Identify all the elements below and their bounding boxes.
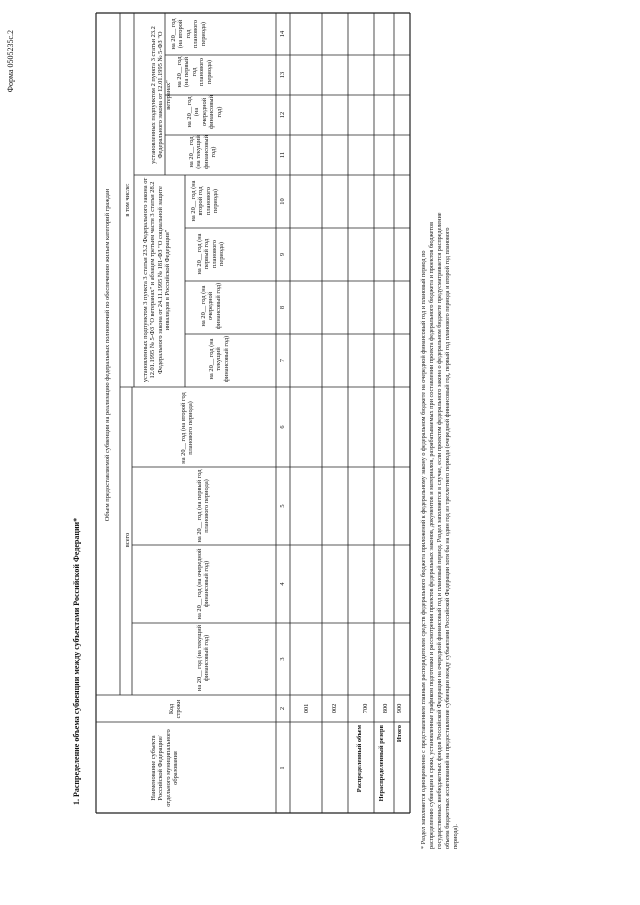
col-num-4: 4 [279, 582, 286, 586]
header-incl: в том числе: [124, 183, 131, 217]
row-code: 700 [362, 703, 369, 714]
row-label: Итого [396, 725, 403, 743]
header-name-col: Наименование субъекта Российской Федерации/ отдельного муниципального образования [150, 729, 180, 807]
header-g1-p1: на 20__ год (на первый год планового периода) [196, 233, 226, 275]
header-g1-cur: на 20__ год (на текущий финансовый год) [208, 335, 230, 383]
row-code: 800 [382, 703, 389, 714]
col-num-10: 10 [279, 198, 286, 205]
row-code: 002 [331, 703, 338, 714]
row-code: 900 [396, 703, 403, 714]
header-tot-p1: на 20__ год (на первый год планового периода) [196, 469, 211, 543]
header-tot-cur: на 20__ год (на текущий финансовый год) [196, 624, 211, 692]
col-num-12: 12 [279, 111, 286, 119]
col-num-1: 1 [279, 766, 286, 770]
header-g1-next: на 20__ год (на очередной финансовый год) [200, 282, 222, 330]
form-code: Форма 0505235с.2 [6, 30, 15, 93]
header-group2: установленных подпунктом 2 пункта 3 статьи 23.2 Федерального закона от 12.01.1995 № 5-ФЗ "О ветеранах" [150, 26, 172, 164]
header-g2-next: на 20__ год (на очередной финансовый год) [186, 95, 223, 130]
col-num-11: 11 [279, 151, 286, 159]
col-num-8: 8 [279, 305, 286, 310]
footnote-line: * Раздел заполняется одновременно с представлением главным распорядителем средств федерального бюджета приложений к федеральному закону о федеральном бюджете на очередной финансовый год и плановый период по [420, 250, 427, 849]
col-num-7: 7 [279, 358, 286, 363]
footnote-line: государственных внебюджетных фондов Российской Федерации на очередной финансовый год и плановый период. Раздел заполняется в случае, если проектом федерального закона о федеральном бюджете предусматривается распределение [436, 212, 443, 849]
header-code-col: Код строки [168, 699, 183, 719]
header-g2-cur: на 20__ год (на текущий финансовый год) [188, 135, 218, 170]
row-label: Нераспределенный резерв [378, 725, 385, 802]
col-num-14: 14 [279, 30, 286, 38]
header-g2-p2: на 20__ год (на второй год планового периода) [170, 18, 207, 50]
header-tot-next: на 20__ год (на очередной финансовый год) [196, 548, 211, 620]
col-num-6: 6 [279, 425, 286, 429]
col-num-13: 13 [279, 71, 286, 79]
col-num-2: 2 [279, 706, 286, 711]
header-tot-p2: на 20__ год (на второй год планового периода) [180, 392, 195, 464]
col-num-3: 3 [279, 657, 286, 661]
header-g2-p1: на 20__ год (на первый год планового периода) [176, 56, 213, 88]
footnote-line: периода). [452, 824, 459, 849]
row-label: Распределенный объем [356, 725, 363, 793]
section-title: 1. Распределение объема субвенции между субъектами Российской Федерации* [72, 517, 81, 805]
footnote-line: объема бюджетных ассигнований на предоставление субвенции между субъектами Российской Федерации хотя бы на один год из трехлетнего периода (очередной финансовый год, первый год планового периода и второй год планового [444, 227, 451, 849]
header-total: всего [124, 532, 131, 548]
header-g1-p2: на 20__ год (на второй год планового периода) [190, 180, 220, 222]
col-num-9: 9 [279, 252, 286, 257]
col-num-5: 5 [279, 504, 286, 508]
footnote-line: распределению субвенции в сроки, установленные графиком подготовки и рассмотрения проектов федеральных законов, документов и материалов, разрабатываемых при составлении проекта федерального бюджета и проектов бюджетов [428, 221, 435, 849]
row-code: 001 [303, 703, 310, 714]
header-main: Объем предоставляемой субвенции на реализацию федеральных полномочий по обеспечению жильем категорий граждан [104, 188, 111, 522]
header-group1: установленных подпунктом 3 пункта 3 статьи 23.2 Федерального закона от 12.01.1995 № 5-ФЗ "О ветеранах" и абзацем третьим части 3 статьи 28.2 Федерального закона от 24.11.1995 № 181-ФЗ "О социальной защите инвалидов в Российской Федерации" [142, 177, 172, 383]
